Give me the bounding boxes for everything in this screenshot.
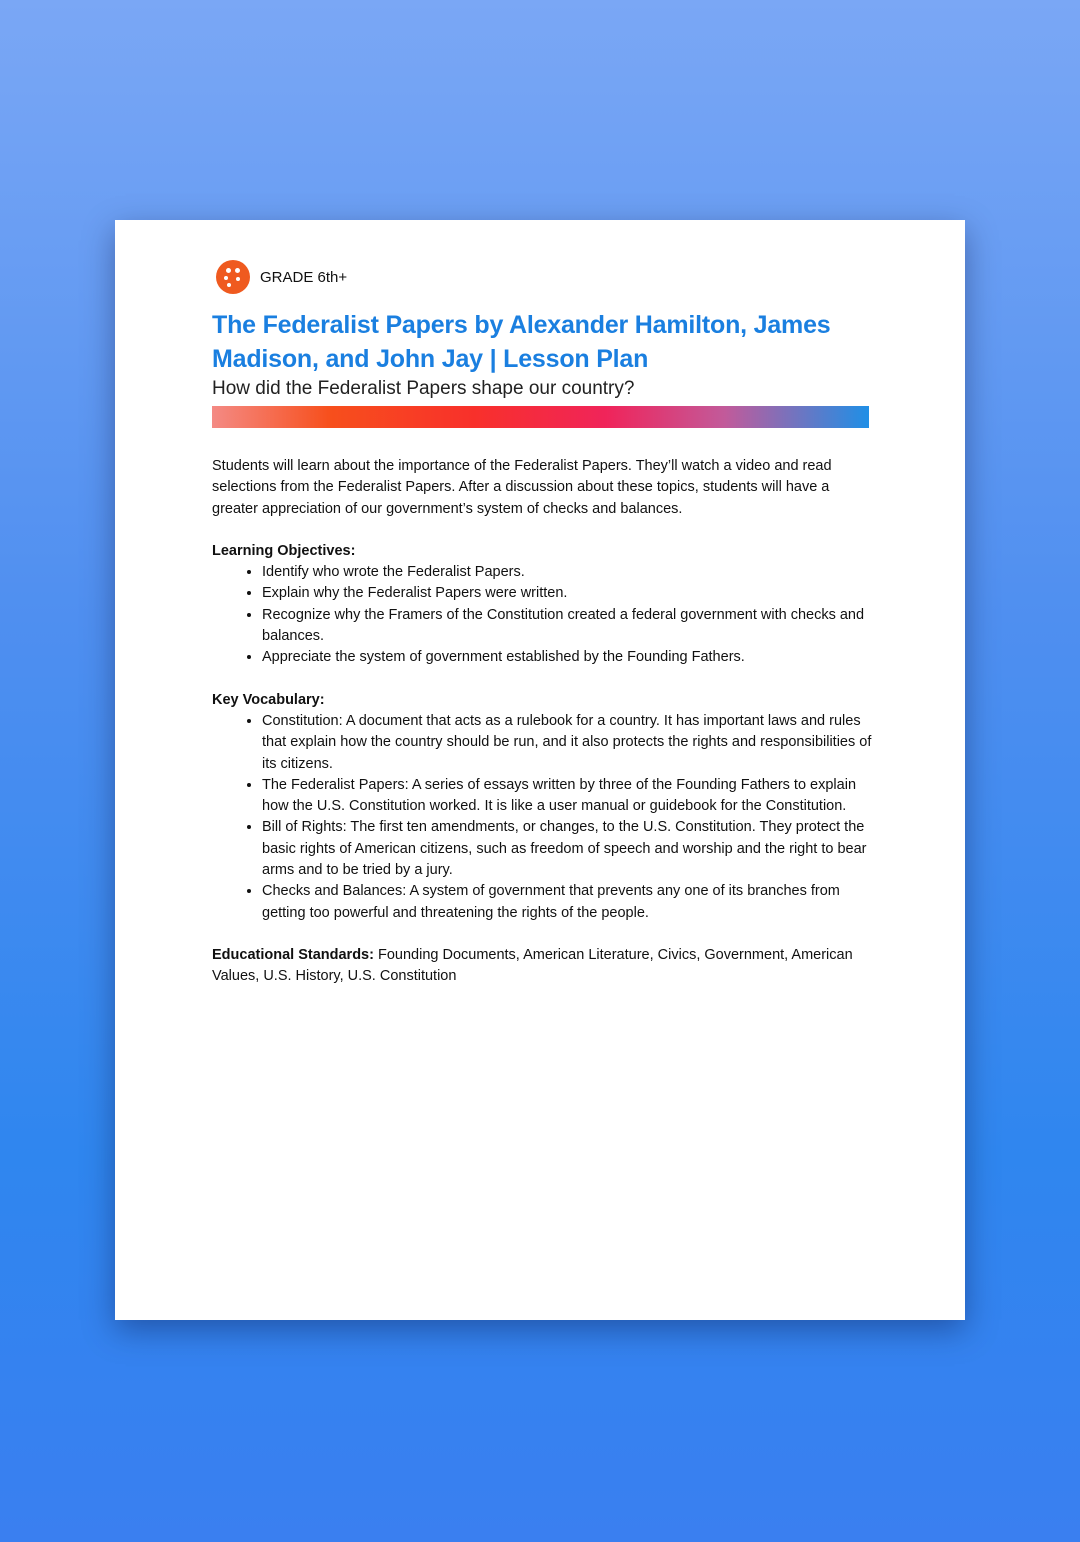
page-title: The Federalist Papers by Alexander Hamilton, James Madison, and John Jay | Lesson Plan xyxy=(212,311,831,373)
list-item: • Recognize why the Framers of the Constitution created a federal government with checks and balances. xyxy=(262,605,872,648)
list-item: • The Federalist Papers: A series of essays written by three of the Founding Fathers to explain how the U.S. Constitution worked. It is like a user manual or guidebook for the Constitution. xyxy=(262,775,872,818)
objectives-heading: Learning Objectives: xyxy=(212,542,356,559)
standards-label: Educational Standards: xyxy=(212,946,374,963)
standards-text: Founding Documents, American Literature, Civics, Government, American Values, U.S. History, U.S. Constitution xyxy=(212,946,853,985)
list-item: • Appreciate the system of government established by the Founding Fathers. xyxy=(262,647,872,668)
document-content xyxy=(212,260,872,988)
grade-row xyxy=(216,260,872,294)
gradient-divider xyxy=(212,406,869,428)
list-item: • Identify who wrote the Federalist Papers. xyxy=(262,562,872,583)
vocabulary-list xyxy=(212,711,872,924)
list-item: • Checks and Balances: A system of government that prevents any one of its branches from getting too powerful and threatening the rights of the people. xyxy=(262,881,872,924)
objectives-list xyxy=(212,562,872,668)
intro-paragraph: Students will learn about the importance of the Federalist Papers. They’ll watch a video and read selections from the Federalist Papers. After a discussion about these topics, students will have a greater appreciation of our government’s system of checks and balances. xyxy=(212,458,832,517)
orange-dots-logo-icon xyxy=(216,260,250,294)
vocabulary-heading: Key Vocabulary: xyxy=(212,691,325,708)
document-page xyxy=(115,220,965,1320)
list-item: • Constitution: A document that acts as a rulebook for a country. It has important laws and rules that explain how the country should be run, and it also protects the rights and responsibilities of its citizens. xyxy=(262,711,872,775)
page-subtitle: How did the Federalist Papers shape our country? xyxy=(212,378,635,399)
list-item: • Bill of Rights: The first ten amendments, or changes, to the U.S. Constitution. They protect the basic rights of American citizens, such as freedom of speech and worship and the right to bear arms and to be tried by a jury. xyxy=(262,817,872,881)
standards-paragraph xyxy=(212,945,872,988)
list-item: • Explain why the Federalist Papers were written. xyxy=(262,583,872,604)
grade-label: GRADE 6th+ xyxy=(260,268,348,286)
